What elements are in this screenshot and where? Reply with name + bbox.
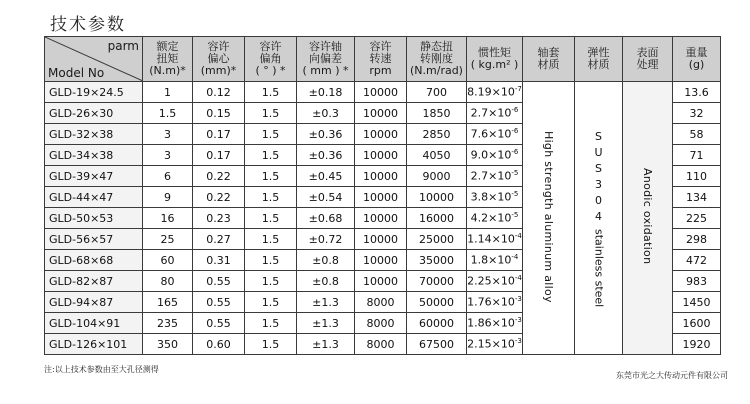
cell-axial: ±0.45 (297, 166, 355, 187)
cell-torque: 25 (143, 229, 193, 250)
cell-axial: ±0.8 (297, 250, 355, 271)
cell-stiffness: 2850 (407, 124, 467, 145)
cell-eccentric: 0.17 (193, 145, 245, 166)
cell-axial: ±0.3 (297, 103, 355, 124)
cell-model: GLD-82×87 (45, 271, 143, 292)
cell-torque: 1 (143, 82, 193, 103)
header-sleeve-material: 轴套 材质 (523, 37, 575, 82)
cell-inertia: $4.2\times 10^{-5}$ (467, 208, 523, 229)
cell-inertia: $1.86\times 10^{-3}$ (467, 313, 523, 334)
cell-stiffness: 4050 (407, 145, 467, 166)
header-model-no: Model No (48, 66, 105, 80)
cell-stiffness: 60000 (407, 313, 467, 334)
cell-torque: 80 (143, 271, 193, 292)
cell-stiffness: 50000 (407, 292, 467, 313)
header-inertia: 惯性矩 ( kg.m² ) (467, 37, 523, 82)
cell-stiffness: 70000 (407, 271, 467, 292)
cell-inertia: $1.14\times 10^{-4}$ (467, 229, 523, 250)
cell-model: GLD-126×101 (45, 334, 143, 355)
header-eccentric: 容许 偏心 (mm)* (193, 37, 245, 82)
cell-speed: 8000 (355, 334, 407, 355)
cell-stiffness: 10000 (407, 187, 467, 208)
cell-angle: 1.5 (245, 166, 297, 187)
cell-weight: 32 (673, 103, 721, 124)
spring-material-cell (575, 82, 623, 355)
cell-stiffness: 1850 (407, 103, 467, 124)
cell-inertia: $2.25\times 10^{-4}$ (467, 271, 523, 292)
cell-stiffness: 16000 (407, 208, 467, 229)
cell-model: GLD-39×47 (45, 166, 143, 187)
cell-eccentric: 0.27 (193, 229, 245, 250)
cell-axial: ±0.36 (297, 145, 355, 166)
cell-speed: 10000 (355, 229, 407, 250)
header-stiffness: 静态扭 转刚度 (N.m/rad) (407, 37, 467, 82)
page-title: 技术参数 (50, 15, 126, 35)
cell-weight: 110 (673, 166, 721, 187)
cell-weight: 71 (673, 145, 721, 166)
cell-speed: 10000 (355, 166, 407, 187)
footnote: 注:以上技术参数由至大孔径测得 (44, 365, 159, 374)
cell-model: GLD-26×30 (45, 103, 143, 124)
cell-eccentric: 0.22 (193, 187, 245, 208)
cell-speed: 10000 (355, 145, 407, 166)
cell-weight: 1600 (673, 313, 721, 334)
cell-eccentric: 0.55 (193, 271, 245, 292)
header-axial: 容许轴 向偏差 ( mm ) * (297, 37, 355, 82)
cell-model: GLD-50×53 (45, 208, 143, 229)
spec-table (44, 36, 721, 355)
diagonal-header-cell (45, 37, 143, 82)
cell-inertia: $9.0\times 10^{-6}$ (467, 145, 523, 166)
cell-model: GLD-94×87 (45, 292, 143, 313)
cell-speed: 10000 (355, 208, 407, 229)
cell-axial: ±1.3 (297, 334, 355, 355)
cell-eccentric: 0.15 (193, 103, 245, 124)
cell-torque: 350 (143, 334, 193, 355)
header-angle: 容许 偏角 ( ° ) * (245, 37, 297, 82)
cell-axial: ±0.54 (297, 187, 355, 208)
cell-axial: ±0.72 (297, 229, 355, 250)
cell-torque: 6 (143, 166, 193, 187)
cell-model: GLD-19×24.5 (45, 82, 143, 103)
cell-stiffness: 700 (407, 82, 467, 103)
cell-angle: 1.5 (245, 208, 297, 229)
cell-weight: 472 (673, 250, 721, 271)
cell-angle: 1.5 (245, 145, 297, 166)
cell-weight: 58 (673, 124, 721, 145)
cell-angle: 1.5 (245, 292, 297, 313)
cell-inertia: $8.19\times 10^{-7}$ (467, 82, 523, 103)
cell-weight: 13.6 (673, 82, 721, 103)
cell-torque: 9 (143, 187, 193, 208)
cell-torque: 165 (143, 292, 193, 313)
cell-torque: 16 (143, 208, 193, 229)
cell-inertia: $7.6\times 10^{-6}$ (467, 124, 523, 145)
cell-speed: 10000 (355, 250, 407, 271)
cell-angle: 1.5 (245, 334, 297, 355)
cell-axial: ±0.18 (297, 82, 355, 103)
cell-eccentric: 0.55 (193, 313, 245, 334)
cell-inertia: $2.7\times 10^{-5}$ (467, 166, 523, 187)
table-row (45, 82, 721, 103)
cell-speed: 8000 (355, 292, 407, 313)
cell-weight: 1450 (673, 292, 721, 313)
cell-axial: ±0.36 (297, 124, 355, 145)
cell-stiffness: 35000 (407, 250, 467, 271)
cell-weight: 134 (673, 187, 721, 208)
header-speed: 容许 转速 rpm (355, 37, 407, 82)
cell-stiffness: 67500 (407, 334, 467, 355)
cell-torque: 3 (143, 145, 193, 166)
cell-axial: ±0.8 (297, 271, 355, 292)
cell-inertia: $1.8\times 10^{-4}$ (467, 250, 523, 271)
cell-model: GLD-104×91 (45, 313, 143, 334)
cell-torque: 1.5 (143, 103, 193, 124)
header-surface-treatment: 表面 处理 (623, 37, 673, 82)
cell-angle: 1.5 (245, 250, 297, 271)
cell-model: GLD-34×38 (45, 145, 143, 166)
cell-torque: 235 (143, 313, 193, 334)
cell-inertia: $2.7\times 10^{-6}$ (467, 103, 523, 124)
header-torque: 额定 扭矩 (N.m)* (143, 37, 193, 82)
cell-angle: 1.5 (245, 103, 297, 124)
cell-angle: 1.5 (245, 313, 297, 334)
cell-model: GLD-56×57 (45, 229, 143, 250)
cell-eccentric: 0.12 (193, 82, 245, 103)
cell-inertia: $1.76\times 10^{-3}$ (467, 292, 523, 313)
cell-stiffness: 25000 (407, 229, 467, 250)
cell-inertia: $3.8\times 10^{-5}$ (467, 187, 523, 208)
cell-eccentric: 0.22 (193, 166, 245, 187)
cell-eccentric: 0.60 (193, 334, 245, 355)
header-row (45, 37, 721, 82)
cell-angle: 1.5 (245, 187, 297, 208)
cell-eccentric: 0.31 (193, 250, 245, 271)
header-weight: 重量 (g) (673, 37, 721, 82)
cell-model: GLD-32×38 (45, 124, 143, 145)
cell-model: GLD-44×47 (45, 187, 143, 208)
sleeve-material-cell (523, 82, 575, 355)
cell-eccentric: 0.17 (193, 124, 245, 145)
cell-axial: ±1.3 (297, 292, 355, 313)
cell-angle: 1.5 (245, 124, 297, 145)
header-spring-material: 弹性 材质 (575, 37, 623, 82)
cell-angle: 1.5 (245, 82, 297, 103)
cell-weight: 298 (673, 229, 721, 250)
spring-material-text: S U S 3 0 4 stainless steel (592, 129, 606, 308)
cell-speed: 10000 (355, 187, 407, 208)
cell-stiffness: 9000 (407, 166, 467, 187)
cell-model: GLD-68×68 (45, 250, 143, 271)
cell-speed: 10000 (355, 271, 407, 292)
cell-angle: 1.5 (245, 229, 297, 250)
cell-weight: 225 (673, 208, 721, 229)
cell-weight: 1920 (673, 334, 721, 355)
cell-weight: 983 (673, 271, 721, 292)
cell-axial: ±0.68 (297, 208, 355, 229)
cell-eccentric: 0.55 (193, 292, 245, 313)
cell-torque: 3 (143, 124, 193, 145)
header-parm: parm (107, 39, 139, 53)
surface-treatment-cell (623, 82, 673, 355)
cell-inertia: $2.15\times 10^{-3}$ (467, 334, 523, 355)
cell-angle: 1.5 (245, 271, 297, 292)
cell-torque: 60 (143, 250, 193, 271)
surface-treatment-text: Anodic oxidation (641, 168, 654, 265)
company-name: 东莞市光之大传动元件有限公司 (616, 371, 728, 380)
cell-speed: 8000 (355, 313, 407, 334)
cell-speed: 10000 (355, 82, 407, 103)
cell-eccentric: 0.23 (193, 208, 245, 229)
cell-speed: 10000 (355, 103, 407, 124)
sleeve-material-text: High strength aluminum alloy (542, 130, 555, 303)
cell-axial: ±1.3 (297, 313, 355, 334)
cell-speed: 10000 (355, 124, 407, 145)
